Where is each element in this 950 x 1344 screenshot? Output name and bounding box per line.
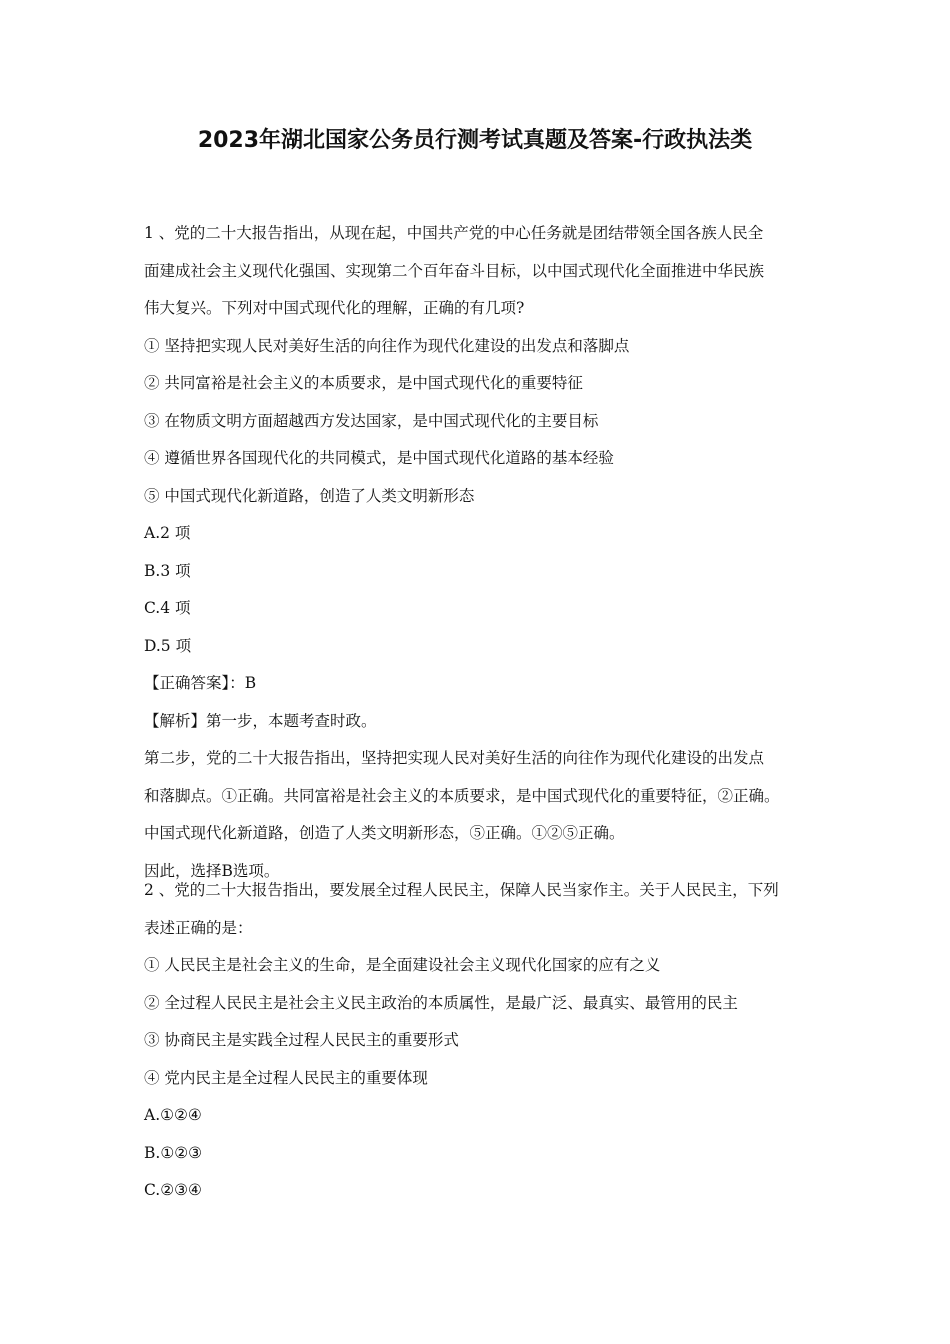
question-2-statement-3: ③ 协商民主是实践全过程人民民主的重要形式 — [144, 1031, 459, 1049]
question-2-stem-line-2: 表述正确的是： — [144, 918, 253, 937]
question-1-stem-line-1: 1 、党的二十大报告指出，从现在起，中国共产党的中心任务就是团结带领全国各族人民全 — [144, 224, 764, 242]
question-2-statement-1: ① 人民民主是社会主义的生命，是全面建设社会主义现代化国家的应有之义 — [144, 956, 661, 974]
question-1 — [144, 215, 824, 890]
document-title: 2023年湖北国家公务员行测考试真题及答案-行政执法类 — [197, 128, 753, 153]
question-2-option-a: A.①②④ — [144, 1106, 202, 1124]
question-1-option-b: B.3 项 — [144, 561, 191, 580]
question-2-stem-line-1: 2 、党的二十大报告指出，要发展全过程人民民主，保障人民当家作主。关于人民民主，下列 — [144, 881, 779, 899]
question-1-analysis-line-1: 【解析】第一步，本题考查时政。 — [144, 711, 377, 730]
question-1-stem-line-3: 伟大复兴。下列对中国式现代化的理解，正确的有几项? — [144, 299, 525, 317]
question-1-answer: 【正确答案】：B — [144, 674, 257, 692]
question-1-option-a: A.2 项 — [144, 524, 191, 542]
question-2-option-c: C.②③④ — [144, 1181, 202, 1199]
question-2-statement-2: ② 全过程人民民主是社会主义民主政治的本质属性，是最广泛、最真实、最管用的民主 — [144, 993, 738, 1012]
question-1-analysis-line-3: 和落脚点。①正确。共同富裕是社会主义的本质要求，是中国式现代化的重要特征，②正确。 — [144, 786, 780, 805]
question-1-statement-5: ⑤ 中国式现代化新道路，创造了人类文明新形态 — [144, 486, 475, 505]
question-1-statement-3: ③ 在物质文明方面超越西方发达国家，是中国式现代化的主要目标 — [144, 411, 599, 430]
question-1-analysis-line-5: 因此，选择B选项。 — [144, 861, 280, 880]
question-2 — [144, 872, 824, 1210]
question-1-stem-line-2: 面建成社会主义现代化强国、实现第二个百年奋斗目标，以中国式现代化全面推进中华民族 — [144, 261, 765, 280]
question-1-statement-1: ① 坚持把实现人民对美好生活的向往作为现代化建设的出发点和落脚点 — [144, 336, 630, 355]
question-2-option-b: B.①②③ — [144, 1143, 203, 1162]
question-1-option-d: D.5 项 — [144, 636, 192, 655]
question-1-statement-4: ④ 遵循世界各国现代化的共同模式，是中国式现代化道路的基本经验 — [144, 449, 614, 467]
question-1-statement-2: ② 共同富裕是社会主义的本质要求，是中国式现代化的重要特征 — [144, 374, 583, 392]
question-1-analysis-line-4: 中国式现代化新道路，创造了人类文明新形态，⑤正确。①②⑤正确。 — [144, 824, 625, 842]
question-1-option-c: C.4 项 — [144, 599, 191, 617]
question-1-analysis-line-2: 第二步，党的二十大报告指出，坚持把实现人民对美好生活的向往作为现代化建设的出发点 — [144, 749, 765, 767]
question-2-statement-4: ④ 党内民主是全过程人民民主的重要体现 — [144, 1068, 428, 1087]
